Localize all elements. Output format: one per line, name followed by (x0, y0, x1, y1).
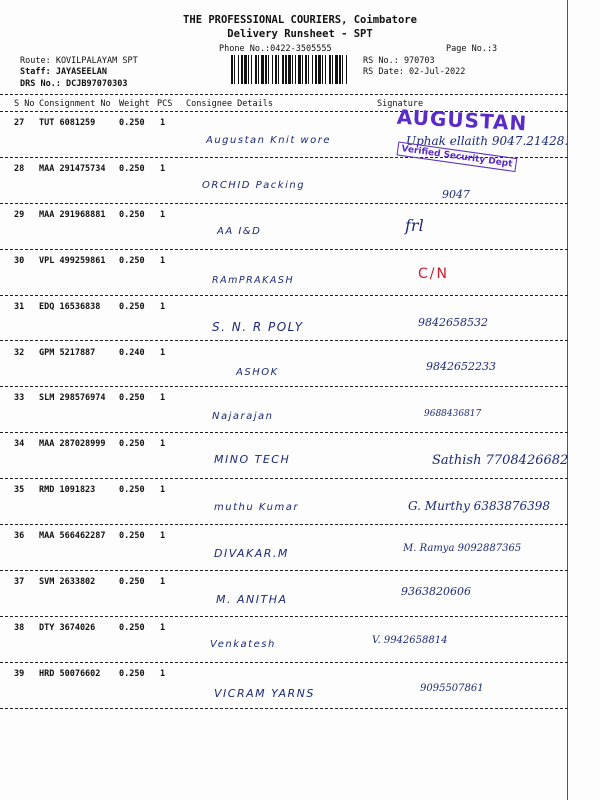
row-weight: 0.250 (119, 577, 145, 587)
barcode-bar (342, 55, 343, 84)
row-consignment-no: DTY 3674026 (39, 622, 96, 633)
row-pcs: 1 (160, 531, 166, 542)
row-consignee: S. N. R POLY (212, 319, 304, 334)
barcode (231, 55, 348, 84)
barcode-bar (339, 55, 341, 84)
row-weight: 0.250 (119, 393, 145, 404)
row-consignment-no: GPM 5217887 (39, 347, 96, 358)
table-row (0, 571, 600, 617)
barcode-bar (315, 55, 317, 84)
row-signature: G. Murthy 6383876398 (408, 499, 551, 514)
row-weight: 0.240 (119, 347, 145, 358)
row-signature: V. 9942658814 (372, 634, 448, 646)
stamp-note: Verified Security Dept (397, 142, 518, 173)
barcode-bar (261, 55, 264, 84)
barcode-bar (285, 55, 287, 84)
row-sno: 29 (14, 209, 25, 220)
row-consignee: RAmPRAKASH (212, 274, 295, 286)
row-weight: 0.250 (119, 439, 145, 450)
row-pcs: 1 (160, 622, 166, 633)
col-weight: Weight (119, 99, 150, 109)
staff: Staff: JAYASEELAN (20, 67, 107, 77)
row-signature: 9842658532 (418, 315, 488, 329)
row-pcs: 1 (160, 163, 166, 174)
row-weight: 0.250 (119, 622, 145, 633)
page-number: Page No.:3 (446, 44, 498, 54)
company-stamp (395, 105, 528, 168)
row-sno: 33 (14, 393, 25, 404)
col-signature: Signature (377, 99, 424, 109)
row-sno: 35 (14, 485, 25, 496)
row-consignment-no: SLM 298576974 (39, 393, 106, 404)
barcode-bar (295, 55, 296, 84)
route: Route: KOVILPALAYAM SPT (20, 56, 138, 66)
row-pcs: 1 (160, 347, 166, 358)
barcode-bar (258, 55, 259, 84)
sheet-title: Delivery Runsheet - SPT (227, 28, 373, 40)
row-weight: 0.250 (119, 485, 145, 496)
row-consignee: ORCHID Packing (202, 179, 306, 191)
row-pcs: 1 (160, 118, 166, 128)
barcode-bar (251, 55, 252, 84)
row-weight: 0.250 (119, 531, 145, 542)
col-consignment: Consignment No (39, 99, 111, 109)
row-consignee: DIVAKAR.M (214, 547, 289, 561)
phone-number: Phone No.:0422-3505555 (219, 44, 332, 54)
row-signature: Sathish 7708426682 (432, 453, 569, 469)
table-row (0, 204, 600, 250)
row-consignment-no: HRD 50076602 (39, 668, 101, 679)
row-consignee: M. ANITHA (216, 593, 288, 606)
barcode-bar (244, 55, 247, 84)
row-pcs: 1 (160, 668, 166, 679)
table-row (0, 433, 600, 479)
col-sno: S No (14, 99, 35, 109)
barcode-bar (302, 55, 303, 84)
row-sno: 36 (14, 531, 25, 542)
barcode-bar (248, 55, 249, 84)
row-consignee: Augustan Knit wore (206, 135, 331, 146)
barcode-bar (238, 55, 239, 84)
row-signature: Uphak ellaith 9047.21428. (406, 134, 569, 148)
row-consignee: MINO TECH (214, 453, 291, 467)
row-signature: C/N (418, 265, 449, 282)
table-row (0, 525, 600, 571)
row-sno: 37 (14, 577, 25, 587)
row-consignee: Najarajan (212, 411, 274, 423)
barcode-bar (288, 55, 291, 84)
row-sno: 32 (14, 347, 25, 358)
row-consignment-no: RMD 1091823 (39, 485, 96, 496)
barcode-bar (308, 55, 309, 84)
barcode-bar (318, 55, 321, 84)
col-consignee: Consignee Details (186, 99, 273, 109)
row-consignee: Venkatesh (210, 638, 276, 650)
barcode-bar (322, 55, 323, 84)
barcode-bar (325, 55, 326, 84)
table-row (0, 663, 600, 709)
table-row (0, 387, 600, 433)
table-row (0, 617, 600, 663)
row-signature: 9095507861 (420, 682, 484, 694)
row-signature: 9047 (442, 187, 470, 201)
row-pcs: 1 (160, 255, 166, 266)
row-consignee: AA I&D (217, 225, 262, 237)
barcode-bar (332, 55, 333, 84)
drs-number: DRS No.: DCJB97070303 (20, 79, 128, 89)
row-weight: 0.250 (119, 118, 145, 128)
row-sno: 38 (14, 622, 25, 633)
barcode-bar (272, 55, 273, 84)
row-signature: frl (405, 215, 424, 235)
row-consignment-no: MAA 291968881 (39, 209, 106, 220)
row-consignment-no: MAA 566462287 (39, 531, 106, 542)
rs-number: RS No.: 970703 (363, 56, 435, 66)
row-signature: 9842652233 (426, 359, 496, 373)
row-rule (0, 708, 568, 709)
company-title: THE PROFESSIONAL COURIERS, Coimbatore (183, 14, 417, 26)
row-weight: 0.250 (119, 301, 145, 312)
row-pcs: 1 (160, 393, 166, 404)
row-pcs: 1 (160, 439, 166, 450)
barcode-bar (282, 55, 284, 84)
row-signature: 9688436817 (424, 409, 482, 420)
row-consignment-no: MAA 287028999 (39, 439, 106, 450)
stamp-name: AUGUSTAN (396, 104, 528, 136)
row-sno: 31 (14, 301, 25, 312)
row-consignment-no: SVM 2633802 (39, 577, 96, 587)
row-sno: 28 (14, 163, 25, 174)
row-weight: 0.250 (119, 209, 145, 220)
barcode-bar (275, 55, 277, 84)
row-pcs: 1 (160, 577, 166, 587)
row-sno: 34 (14, 439, 25, 450)
barcode-bar (305, 55, 307, 84)
row-pcs: 1 (160, 485, 166, 496)
row-consignee: muthu Kumar (214, 502, 299, 514)
row-sno: 27 (14, 118, 25, 128)
barcode-bar (292, 55, 293, 84)
row-consignment-no: EDQ 16536838 (39, 301, 101, 312)
row-weight: 0.250 (119, 668, 145, 679)
row-sno: 30 (14, 255, 25, 266)
row-pcs: 1 (160, 301, 166, 312)
barcode-bar (329, 55, 331, 84)
barcode-bar (231, 55, 233, 84)
row-consignee: ASHOK (236, 366, 279, 378)
row-weight: 0.250 (119, 163, 145, 174)
row-consignment-no: VPL 499259861 (39, 255, 106, 266)
table-row (0, 250, 600, 296)
col-pcs: PCS (157, 99, 173, 109)
row-signature: 9363820606 (401, 585, 471, 598)
barcode-bar (241, 55, 243, 84)
table-row (0, 296, 600, 342)
barcode-bar (234, 55, 235, 84)
row-signature: M. Ramya 9092887365 (403, 543, 522, 555)
barcode-bar (278, 55, 279, 84)
barcode-bar (268, 55, 269, 84)
row-weight: 0.250 (119, 255, 145, 266)
barcode-bar (298, 55, 301, 84)
rule-top (0, 94, 568, 95)
row-sno: 39 (14, 668, 25, 679)
row-consignment-no: TUT 6081259 (39, 118, 96, 128)
barcode-bar (255, 55, 257, 84)
rs-date: RS Date: 02-Jul-2022 (363, 67, 466, 77)
row-consignee: VICRAM YARNS (214, 686, 315, 700)
barcode-bar (335, 55, 338, 84)
row-pcs: 1 (160, 209, 166, 220)
barcode-bar (346, 55, 347, 84)
row-consignment-no: MAA 291475734 (39, 163, 106, 174)
table-header (0, 99, 600, 111)
table-row (0, 479, 600, 525)
table-row (0, 342, 600, 388)
barcode-bar (312, 55, 313, 84)
barcode-bar (265, 55, 267, 84)
